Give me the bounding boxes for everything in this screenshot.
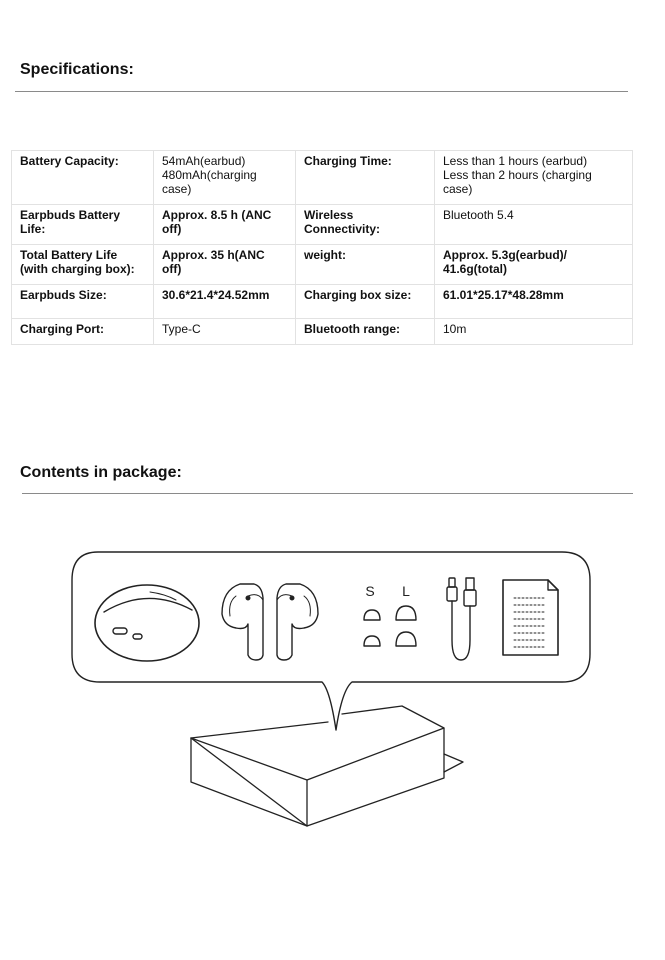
specifications-heading: Specifications: xyxy=(20,61,134,78)
spec-value: 30.6*21.4*24.52mm xyxy=(154,285,296,319)
eartip-size-small: S xyxy=(365,583,375,599)
spec-label: Charging box size: xyxy=(296,285,435,319)
specifications-table xyxy=(11,150,633,345)
spec-label: Battery Capacity: xyxy=(12,151,154,205)
table-row xyxy=(12,319,633,345)
spec-value: 10m xyxy=(435,319,633,345)
spec-value: Less than 1 hours (earbud) Less than 2 hours (charging case) xyxy=(435,151,633,205)
heading-divider xyxy=(22,493,633,494)
spec-value: Approx. 8.5 h (ANC off) xyxy=(154,205,296,245)
spec-label: weight: xyxy=(296,245,435,285)
table-row xyxy=(12,285,633,319)
spec-value: Type-C xyxy=(154,319,296,345)
ear-tips-icon xyxy=(364,583,416,646)
spec-value: Approx. 5.3g(earbud)/ 41.6g(total) xyxy=(435,245,633,285)
charging-case-icon xyxy=(95,585,199,661)
package-box-icon xyxy=(191,706,463,826)
spec-value: 54mAh(earbud) 480mAh(charging case) xyxy=(154,151,296,205)
usb-cable-icon xyxy=(447,578,476,660)
spec-label: Earpbuds Battery Life: xyxy=(12,205,154,245)
spec-label: Earpbuds Size: xyxy=(12,285,154,319)
right-earbud-icon xyxy=(277,584,318,660)
heading-divider xyxy=(15,91,628,92)
spec-value: Bluetooth 5.4 xyxy=(435,205,633,245)
table-row xyxy=(12,245,633,285)
contents-bubble xyxy=(72,552,590,730)
spec-label: Bluetooth range: xyxy=(296,319,435,345)
spec-label: Charging Port: xyxy=(12,319,154,345)
spec-value: 61.01*25.17*48.28mm xyxy=(435,285,633,319)
table-row xyxy=(12,151,633,205)
package-contents-illustration xyxy=(0,540,665,840)
contents-heading: Contents in package: xyxy=(20,464,182,481)
spec-label: Charging Time: xyxy=(296,151,435,205)
spec-label: Total Battery Life (with charging box): xyxy=(12,245,154,285)
left-earbud-icon xyxy=(222,584,263,660)
table-row xyxy=(12,205,633,245)
user-manual-icon xyxy=(503,580,558,655)
spec-value: Approx. 35 h(ANC off) xyxy=(154,245,296,285)
eartip-size-large: L xyxy=(402,583,410,599)
spec-label: Wireless Connectivity: xyxy=(296,205,435,245)
